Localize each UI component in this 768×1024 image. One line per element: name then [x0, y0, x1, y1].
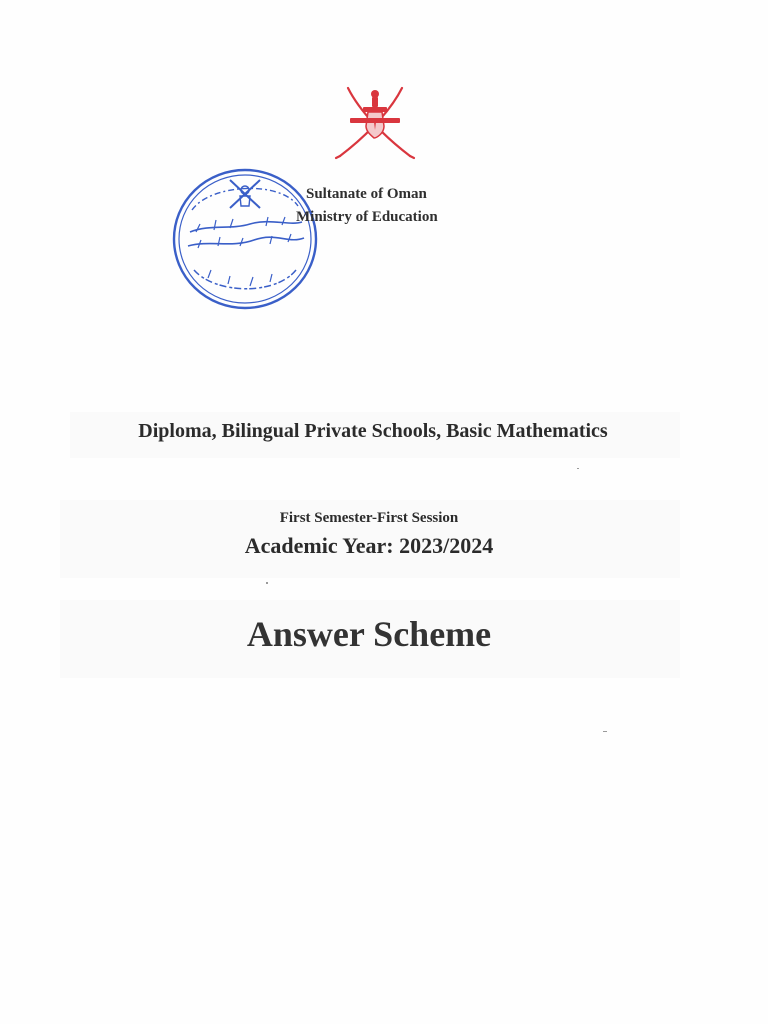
scan-speck [603, 731, 607, 732]
oman-national-emblem-icon [330, 82, 420, 164]
issuer-ministry: Ministry of Education [296, 209, 438, 225]
issuer-block [296, 183, 438, 229]
scan-speck [577, 468, 579, 469]
semester-session: First Semester-First Session [279, 510, 459, 526]
scan-speck [266, 582, 268, 584]
issuer-country: Sultanate of Oman [306, 186, 427, 202]
document-title: Answer Scheme [246, 614, 492, 654]
course-title: Diploma, Bilingual Private Schools, Basic Mathematics [138, 420, 608, 442]
academic-year: Academic Year: 2023/2024 [244, 533, 494, 558]
